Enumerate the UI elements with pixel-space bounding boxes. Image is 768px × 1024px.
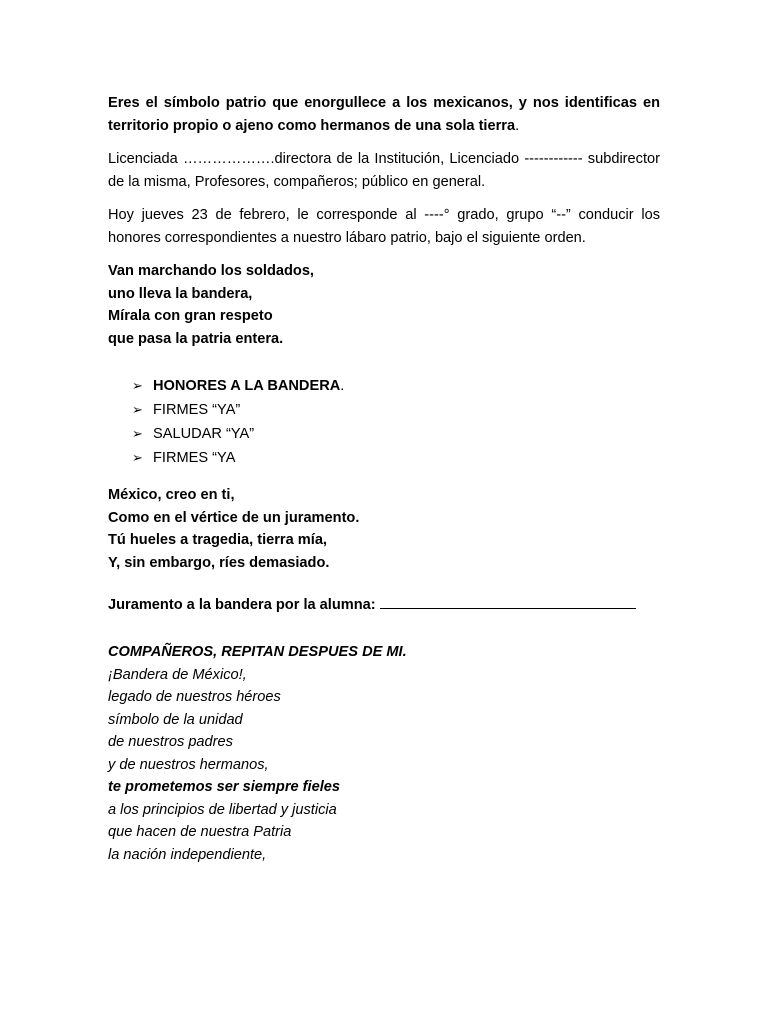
- oath-line: que hacen de nuestra Patria: [108, 824, 292, 840]
- order-text: FIRMES “YA: [153, 450, 236, 466]
- oath-student-line: [108, 594, 660, 617]
- announcement-paragraph: Hoy jueves 23 de febrero, le corresponde al ----° grado, grupo “--” conducir los honores correspondientes a nuestro lábaro patrio, bajo el siguiente orden.: [108, 207, 660, 246]
- poem-line: Y, sin embargo, ríes demasiado.: [108, 554, 330, 571]
- ceremony-orders-list: [108, 374, 660, 470]
- poem-marching-soldiers: [108, 260, 660, 350]
- order-text: FIRMES “YA”: [153, 402, 241, 418]
- list-item: [132, 446, 660, 470]
- flag-oath: [108, 641, 660, 866]
- oath-line: y de nuestros hermanos,: [108, 756, 269, 773]
- intro-period: .: [515, 118, 520, 134]
- list-item: [132, 374, 660, 398]
- intro-paragraph: [108, 92, 660, 138]
- oath-heading: COMPAÑEROS, REPITAN DESPUES DE MI.: [108, 644, 407, 660]
- poem-line: Tú hueles a tragedia, tierra mía,: [108, 532, 327, 548]
- poem-line: Como en el vértice de un juramento.: [108, 509, 360, 526]
- arrow-bullet-icon: ➢: [132, 402, 143, 417]
- poem-line: uno lleva la bandera,: [108, 285, 253, 302]
- order-text: SALUDAR “YA”: [153, 426, 255, 442]
- oath-line: símbolo de la unidad: [108, 711, 243, 728]
- poem-line: México, creo en ti,: [108, 487, 235, 503]
- intro-text: Eres el símbolo patrio que enorgullece a los mexicanos, y nos identificas en territorio propio o ajeno como hermanos de una sola tierra: [108, 95, 660, 134]
- order-text: HONORES A LA BANDERA: [153, 378, 341, 394]
- arrow-bullet-icon: ➢: [132, 450, 143, 465]
- oath-line: a los principios de libertad y justicia: [108, 801, 337, 818]
- oath-line: ¡Bandera de México!,: [108, 666, 247, 683]
- order-suffix: .: [340, 378, 345, 394]
- list-item: [132, 398, 660, 422]
- student-name-blank: [380, 594, 636, 609]
- oath-line: de nuestros padres: [108, 734, 233, 750]
- oath-intro-label: Juramento a la bandera por la alumna:: [108, 597, 376, 613]
- greeting-paragraph: Licenciada ……………….directora de la Institución, Licenciado ------------ subdirector de la misma, Profesores, compañeros; público en general.: [108, 151, 660, 190]
- poem-line: que pasa la patria entera.: [108, 330, 284, 347]
- arrow-bullet-icon: ➢: [132, 426, 143, 441]
- poem-line: Van marchando los soldados,: [108, 263, 314, 279]
- poem-line: Mírala con gran respeto: [108, 308, 273, 324]
- oath-line: legado de nuestros héroes: [108, 689, 281, 705]
- arrow-bullet-icon: ➢: [132, 378, 143, 393]
- oath-emphasis-line: te prometemos ser siempre fieles: [108, 779, 340, 795]
- oath-line: la nación independiente,: [108, 846, 267, 863]
- list-item: [132, 422, 660, 446]
- poem-mexico-creo-en-ti: [108, 484, 660, 574]
